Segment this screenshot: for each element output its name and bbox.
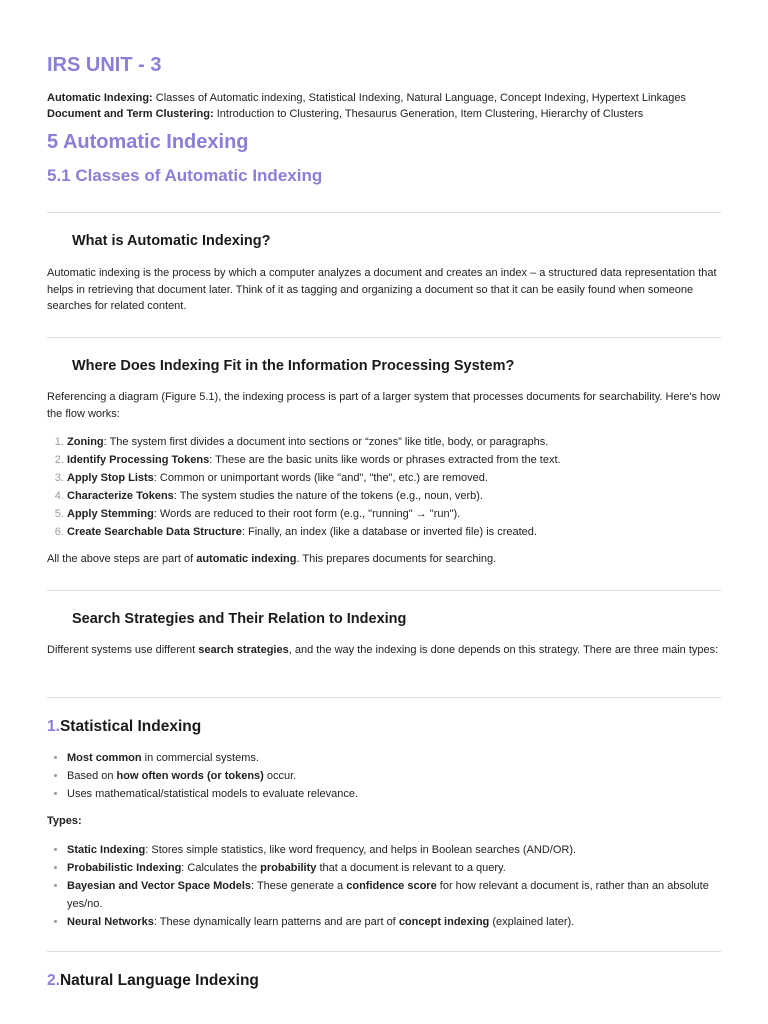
text: occur. xyxy=(263,770,297,782)
text: : Calculates the xyxy=(181,862,261,874)
subsection-title: Search Strategies and Their Relation to Indexing xyxy=(72,611,407,627)
list-item xyxy=(67,859,721,877)
emphasis: search strategies xyxy=(198,644,289,656)
syllabus-text: Introduction to Clustering, Thesaurus Generation, Item Clustering, Hierarchy of Clusters xyxy=(213,108,644,120)
text: (explained later). xyxy=(489,916,575,928)
text: : Stores simple statistics, like word frequency, and helps in Boolean searches (AND/OR). xyxy=(145,844,577,856)
heading-number: 2. xyxy=(47,972,60,989)
text: Uses mathematical/statistical models to evaluate relevance. xyxy=(67,788,359,800)
emphasis: concept indexing xyxy=(398,916,490,928)
list-item xyxy=(67,913,721,931)
heading-text: Natural Language Indexing xyxy=(59,972,259,989)
item-text: : Finally, an index (like a database or inverted file) is created. xyxy=(241,526,537,538)
term: Static Indexing xyxy=(67,844,146,856)
list-item xyxy=(67,451,721,469)
text: in commercial systems. xyxy=(141,752,259,764)
list-item xyxy=(67,469,721,487)
heading-text: Statistical Indexing xyxy=(59,718,202,735)
term: Identify Processing Tokens xyxy=(67,454,210,466)
divider xyxy=(47,697,721,698)
list-item xyxy=(67,505,721,523)
paragraph: Automatic indexing is the process by which a computer analyzes a document and creates an index – a structured data representation that helps in retrieving that document later. Think of it as tagging and organizing a document so that it can be easily found when someone searches for related content. xyxy=(47,267,717,312)
term: Characterize Tokens xyxy=(67,490,174,502)
term: Zoning xyxy=(67,436,104,448)
list-item xyxy=(67,487,721,505)
list-item xyxy=(67,433,721,451)
text: . This prepares documents for searching. xyxy=(296,553,497,565)
types-label: Types: xyxy=(47,815,82,827)
text: : These generate a xyxy=(251,880,347,892)
syllabus-line-2 xyxy=(47,106,686,122)
list-item xyxy=(67,767,721,785)
text: Different systems use different xyxy=(47,644,199,656)
text: , and the way the indexing is done depends on this strategy. There are three main types: xyxy=(288,644,719,656)
section-heading: 5.1 Classes of Automatic Indexing xyxy=(47,166,323,185)
numbered-heading xyxy=(47,718,201,736)
subsection-title: Where Does Indexing Fit in the Information Processing System? xyxy=(72,358,515,374)
paragraph xyxy=(47,551,721,568)
emphasis: how often words (or tokens) xyxy=(116,770,264,782)
syllabus-line-1 xyxy=(47,90,686,106)
divider xyxy=(47,337,721,338)
syllabus-text: Classes of Automatic indexing, Statistical Indexing, Natural Language, Concept Indexing, Hypertext Linkages xyxy=(152,92,686,104)
unit-title: IRS UNIT - 3 xyxy=(47,54,162,76)
emphasis: confidence score xyxy=(346,880,437,892)
list-item xyxy=(67,749,721,767)
text: : These dynamically learn patterns and are part of xyxy=(153,916,399,928)
item-text: : The system studies the nature of the tokens (e.g., noun, verb). xyxy=(173,490,483,502)
divider xyxy=(47,212,721,213)
term: Probabilistic Indexing xyxy=(67,862,182,874)
syllabus-label: Automatic Indexing: xyxy=(47,92,153,104)
text: All the above steps are part of xyxy=(47,553,197,565)
types-list xyxy=(47,841,721,931)
term: Create Searchable Data Structure xyxy=(67,526,242,538)
chapter-heading: 5 Automatic Indexing xyxy=(47,131,249,153)
list-item xyxy=(67,523,721,541)
heading-number: 1. xyxy=(47,718,60,735)
divider xyxy=(47,951,721,952)
bullet-list xyxy=(47,749,721,803)
divider xyxy=(47,590,721,591)
item-text: : Common or unimportant words (like "and", "the", etc.) are removed. xyxy=(153,472,488,484)
text: Based on xyxy=(67,770,117,782)
text: that a document is relevant to a query. xyxy=(316,862,506,874)
term: Apply Stemming xyxy=(67,508,154,520)
numbered-heading xyxy=(47,972,259,990)
list-item xyxy=(67,841,721,859)
list-item xyxy=(67,877,721,913)
item-text: : The system first divides a document into sections or “zones” like title, body, or paragraphs. xyxy=(103,436,549,448)
list-item xyxy=(67,785,721,803)
term: Apply Stop Lists xyxy=(67,472,154,484)
term: Bayesian and Vector Space Models xyxy=(67,880,252,892)
syllabus-label: Document and Term Clustering: xyxy=(47,108,214,120)
emphasis: Most common xyxy=(67,752,142,764)
item-text: : These are the basic units like words or phrases extracted from the text. xyxy=(209,454,561,466)
unit-syllabus xyxy=(47,90,686,122)
paragraph xyxy=(47,642,721,659)
subsection-title: What is Automatic Indexing? xyxy=(72,233,271,249)
emphasis: probability xyxy=(260,862,317,874)
term: Neural Networks xyxy=(67,916,154,928)
steps-list xyxy=(47,433,721,541)
paragraph: Referencing a diagram (Figure 5.1), the indexing process is part of a larger system that processes documents for searchability. Here's how the flow works: xyxy=(47,391,721,420)
emphasis: automatic indexing xyxy=(196,553,297,565)
item-text: : Words are reduced to their root form (e.g., "running" → "run"). xyxy=(153,508,461,520)
text: for how relevant a document is, rather than an absolute yes/no. xyxy=(67,880,709,910)
